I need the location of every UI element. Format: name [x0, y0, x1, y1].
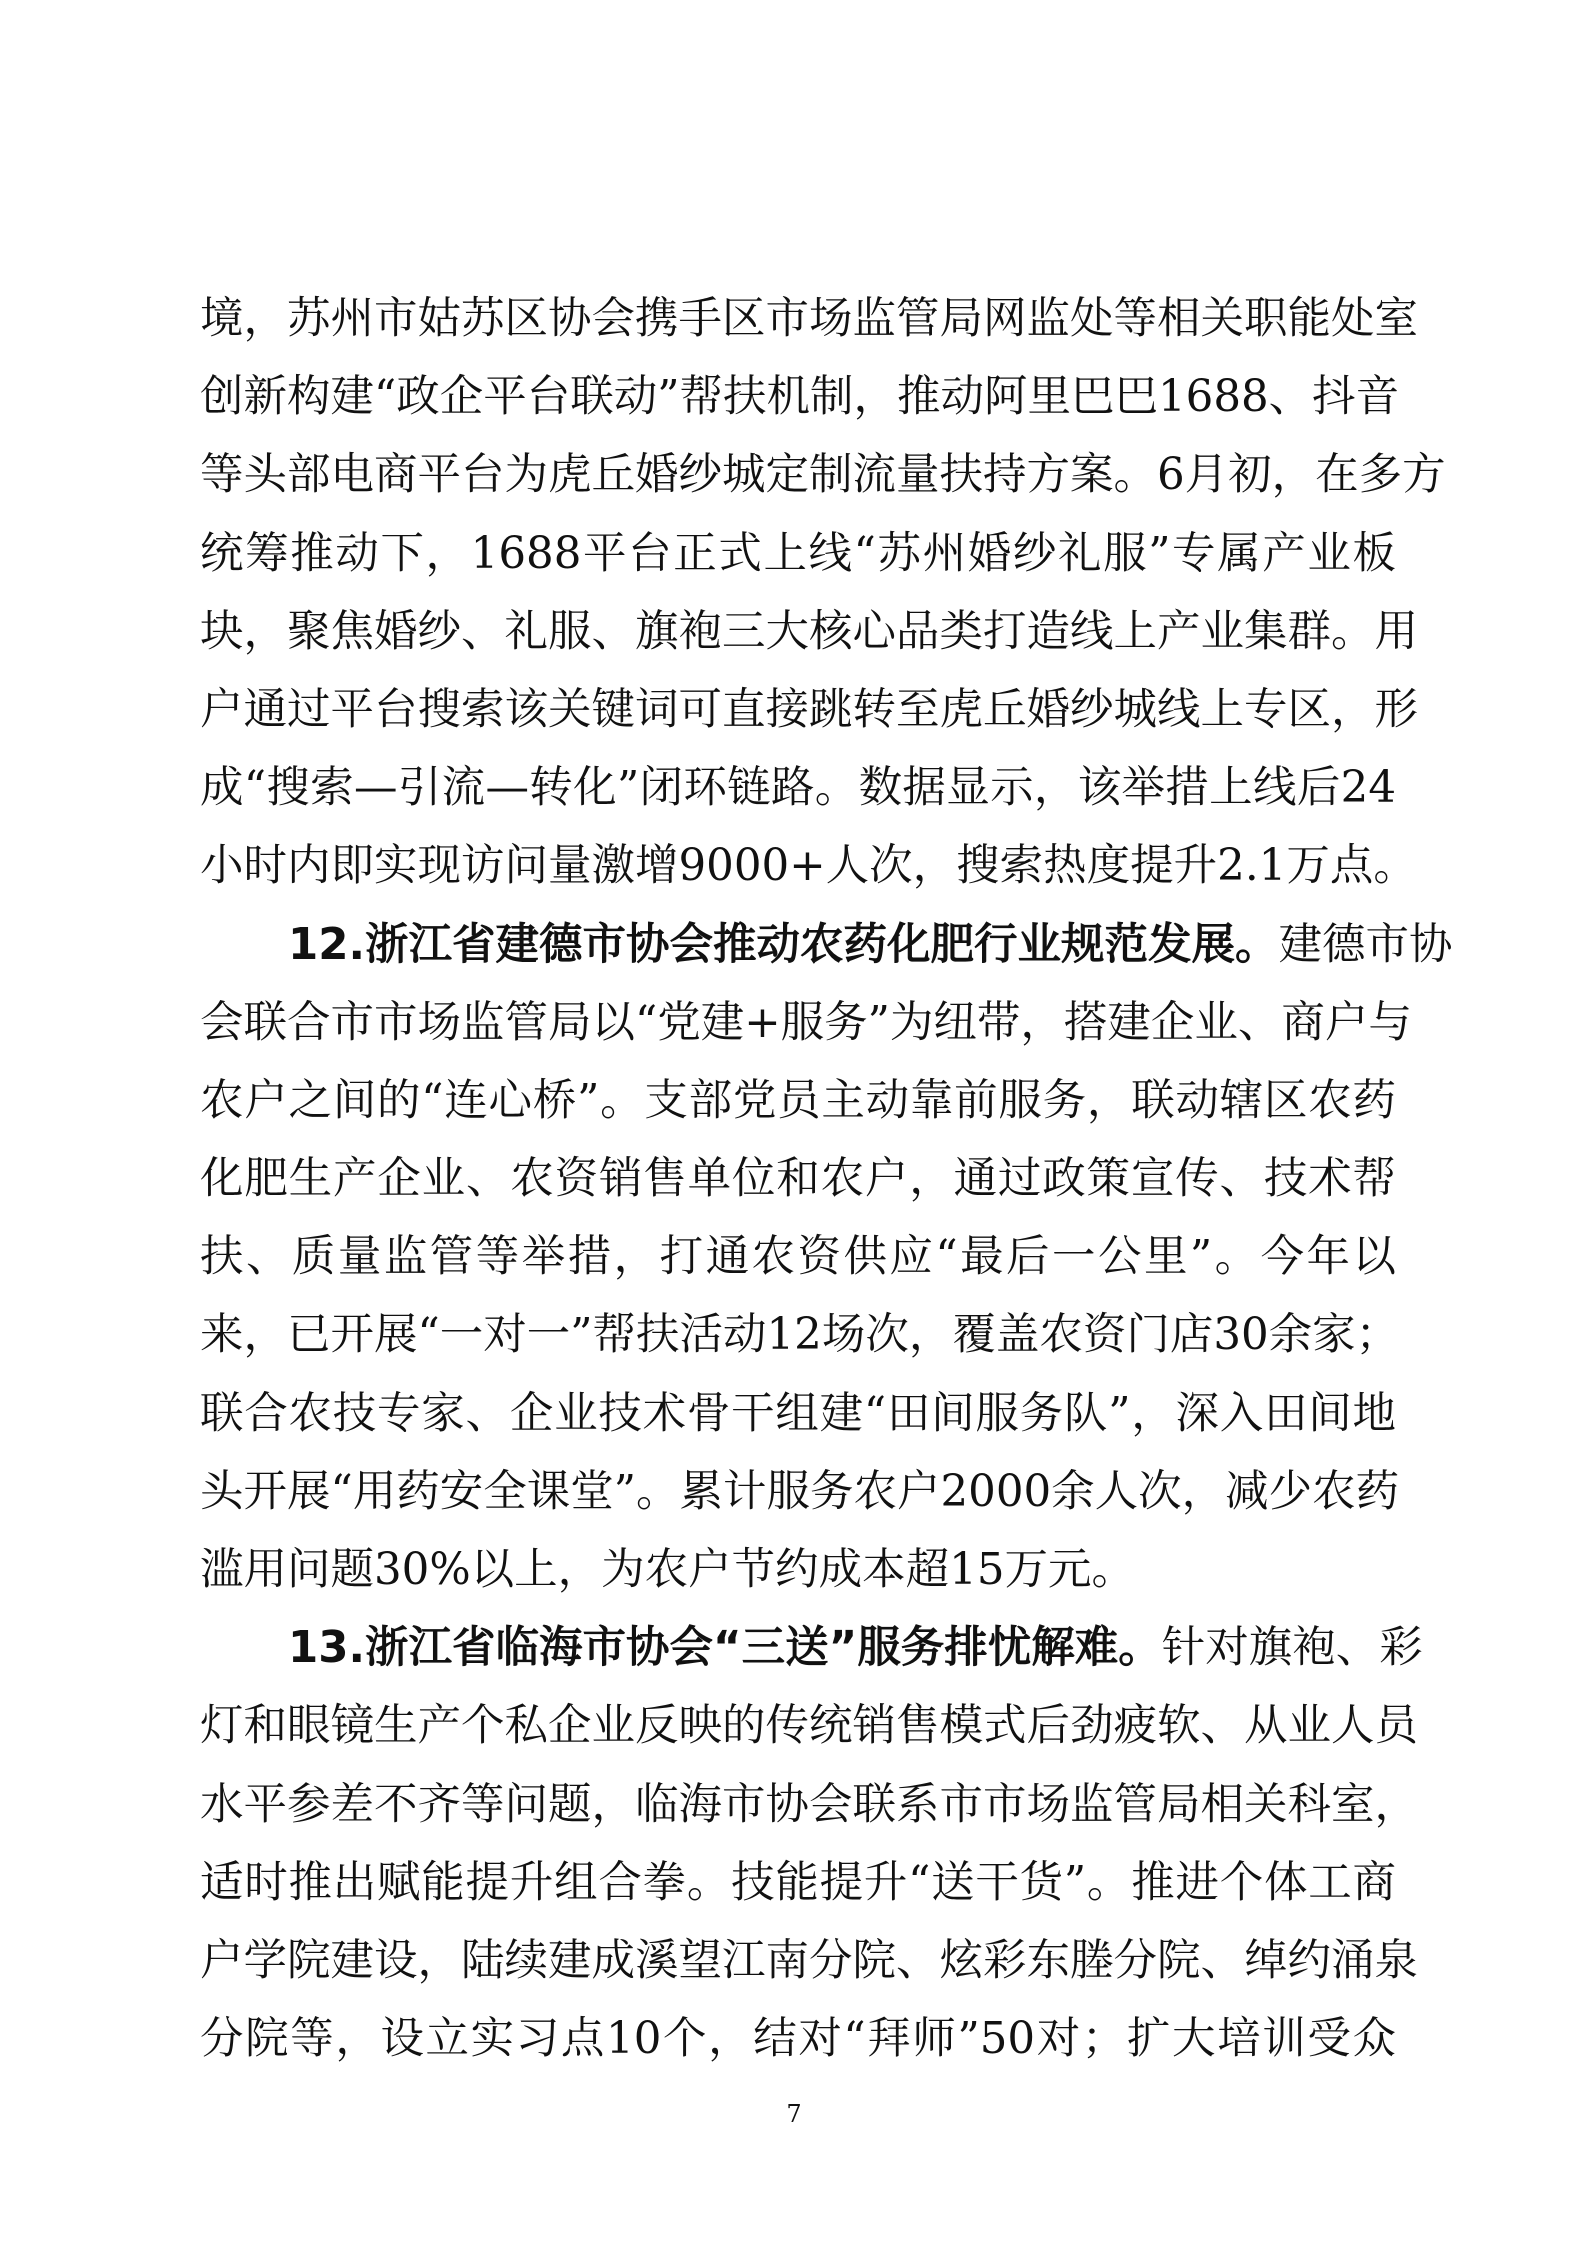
paragraph-continuation — [200, 280, 1446, 906]
section-13-heading: 13.浙江省临海市协会“三送”服务排忧解难。 — [288, 1623, 1162, 1674]
text-line: 小时内即实现访问量激增9000+人次，搜索热度提升2.1万点。 — [200, 841, 1417, 892]
text-line: 统筹推动下，1688平台正式上线“苏州婚纱礼服”专属产业板 — [200, 528, 1396, 579]
text-line: 块，聚焦婚纱、礼服、旗袍三大核心品类打造线上产业集群。用 — [200, 606, 1418, 657]
text-line: 灯和眼镜生产个私企业反映的传统销售模式后劲疲软、从业人员 — [200, 1701, 1418, 1752]
text-line: 户通过平台搜索该关键词可直接跳转至虎丘婚纱城线上专区，形 — [200, 684, 1418, 735]
section-12-first-line-text: 建德市协 — [1278, 919, 1453, 970]
section-12-first-line — [200, 906, 1453, 984]
text-line: 成“搜索—引流—转化”闭环链路。数据显示，该举措上线后24 — [200, 763, 1396, 814]
section-12-paragraph — [200, 906, 1453, 1610]
text-line: 来，已开展“一对一”帮扶活动12场次，覆盖农资门店30余家； — [200, 1310, 1400, 1361]
text-line: 化肥生产企业、农资销售单位和农户，通过政策宣传、技术帮 — [200, 1154, 1396, 1205]
text-line: 水平参差不齐等问题，临海市协会联系市市场监管局相关科室， — [200, 1779, 1418, 1830]
text-line: 会联合市市场监管局以“党建+服务”为纽带，搭建企业、商户与 — [200, 997, 1412, 1048]
text-line: 等头部电商平台为虎丘婚纱城定制流量扶持方案。6月初，在多方 — [200, 450, 1446, 501]
section-13-first-line-text: 针对旗袍、彩 — [1161, 1623, 1423, 1674]
text-line: 联合农技专家、企业技术骨干组建“田间服务队”，深入田间地 — [200, 1388, 1396, 1439]
text-line: 扶、质量监管等举措，打通农资供应“最后一公里”。今年以 — [200, 1232, 1396, 1283]
section-12-heading: 12.浙江省建德市协会推动农药化肥行业规范发展。 — [288, 919, 1279, 970]
text-line: 境，苏州市姑苏区协会携手区市场监管局网监处等相关职能处室 — [200, 294, 1418, 344]
section-13-paragraph — [200, 1609, 1423, 2078]
document-body — [200, 280, 1453, 2078]
page-number: 7 — [786, 2100, 802, 2128]
text-line: 创新构建“政企平台联动”帮扶机制，推动阿里巴巴1688、抖音 — [200, 372, 1400, 423]
text-line: 适时推出赋能提升组合拳。技能提升“送干货”。推进个体工商 — [200, 1857, 1396, 1908]
text-line: 滥用问题30%以上，为农户节约成本超15万元。 — [200, 1545, 1136, 1595]
text-line: 头开展“用药安全课堂”。累计服务农户2000余人次，减少农药 — [200, 1466, 1400, 1517]
text-line: 分院等，设立实习点10个，结对“拜师”50对；扩大培训受众 — [200, 2014, 1396, 2065]
text-line: 农户之间的“连心桥”。支部党员主动靠前服务，联动辖区农药 — [200, 1075, 1396, 1126]
text-line: 户学院建设，陆续建成溪望江南分院、炫彩东塍分院、绰约涌泉 — [200, 1935, 1418, 1986]
section-13-first-line — [200, 1609, 1423, 1687]
